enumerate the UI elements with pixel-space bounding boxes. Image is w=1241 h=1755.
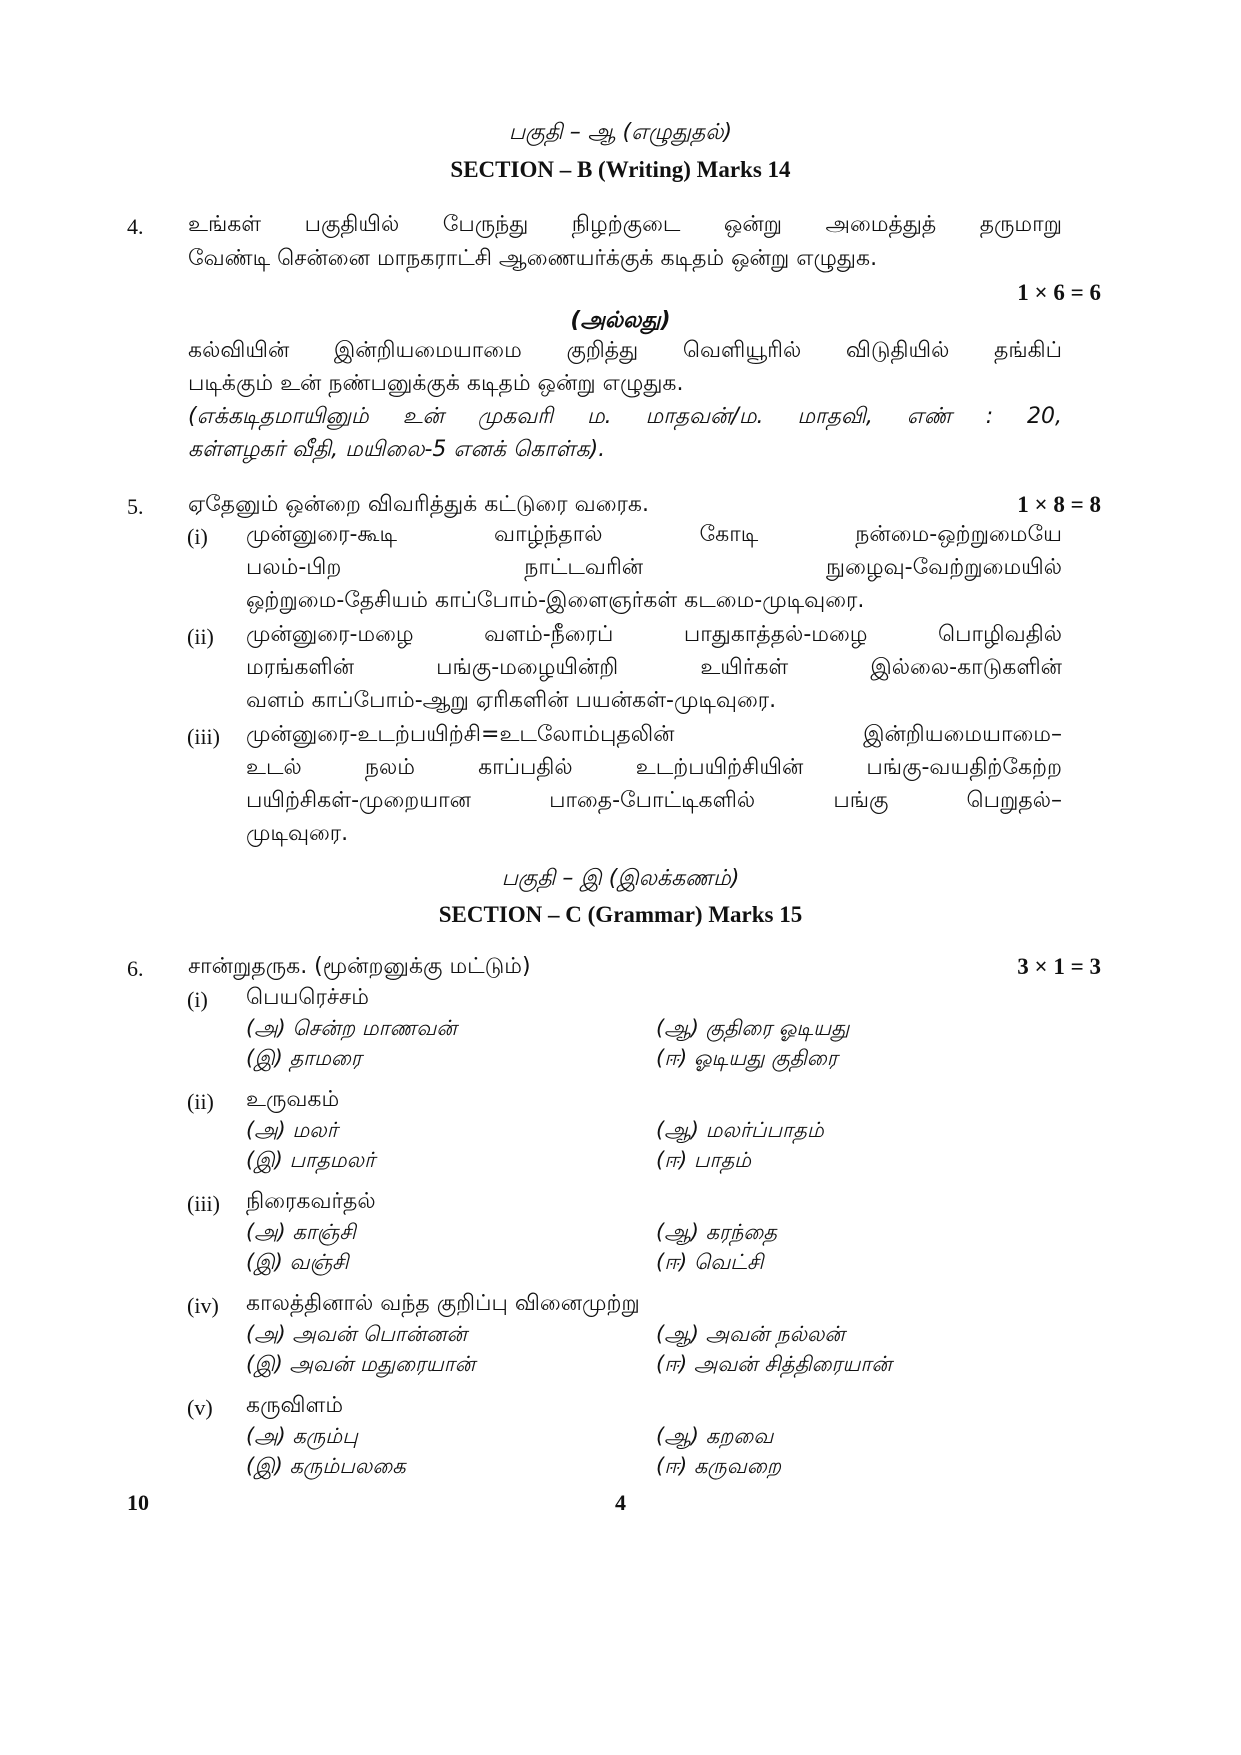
question-4-number: 4. xyxy=(127,214,144,239)
question-5-item-ii-line-1: முன்னுரை-மழை வளம்-நீரைப் பாதுகாத்தல்-மழை பொழிவதில் xyxy=(246,622,1062,647)
question-6-item-ii-option-aa: (ஆ) மலர்ப்பாதம் xyxy=(656,1118,824,1142)
question-5-marks: 1 × 8 = 8 xyxy=(1017,492,1101,517)
question-5-item-iii-line-3: பயிற்சிகள்-முறையான பாதை-போட்டிகளில் பங்கு பெறுதல்– xyxy=(246,788,1062,813)
question-5-item-i-line-1: முன்னுரை-கூடி வாழ்ந்தால் கோடி நன்மை-ஒற்றுமையே xyxy=(246,522,1062,547)
question-4-line-2: வேண்டி சென்னை மாநகராட்சி ஆணையர்க்குக் கடிதம் ஒன்று எழுதுக. xyxy=(188,246,878,271)
question-4-note-line-2: கள்ளழகர் வீதி, மயிலை-5 எனக் கொள்க). xyxy=(188,437,606,462)
question-6-item-iii-label: (iii) xyxy=(187,1191,220,1216)
question-5-item-iii-line-1: முன்னுரை-உடற்பயிற்சி=உடலோம்புதலின் இன்றியமையாமை– xyxy=(246,722,1062,747)
question-5-number: 5. xyxy=(127,494,144,519)
question-6-item-v-title: கருவிளம் xyxy=(246,1393,344,1418)
section-b-tamil-heading: பகுதி – ஆ (எழுதுதல்) xyxy=(508,120,733,145)
question-5-item-ii-line-2: மரங்களின் பங்கு-மழையின்றி உயிர்கள் இல்லை-காடுகளின் xyxy=(246,655,1062,680)
question-6-item-iii-title: நிரைகவர்தல் xyxy=(246,1189,376,1214)
question-4-marks: 1 × 6 = 6 xyxy=(1017,280,1101,305)
question-6-item-iv-option-a: (அ) அவன் பொன்னன் xyxy=(246,1322,467,1346)
question-5-item-iii-line-4: முடிவுரை. xyxy=(246,821,349,846)
question-4-alt-line-2: படிக்கும் உன் நண்பனுக்குக் கடிதம் ஒன்று எழுதுக. xyxy=(188,371,684,396)
question-5-item-ii-line-3: வளம் காப்போம்-ஆறு ஏரிகளின் பயன்கள்-முடிவுரை. xyxy=(246,688,777,713)
question-6-item-iii-option-a: (அ) காஞ்சி xyxy=(246,1220,356,1244)
question-6-item-v-option-ii: (ஈ) கருவறை xyxy=(656,1454,782,1478)
question-6-item-iii-option-aa: (ஆ) கரந்தை xyxy=(656,1220,777,1244)
question-6-item-ii-option-i: (இ) பாதமலர் xyxy=(246,1148,376,1172)
question-6-item-v-option-a: (அ) கரும்பு xyxy=(246,1424,358,1448)
question-6-item-iv-option-i: (இ) அவன் மதுரையான் xyxy=(246,1352,476,1376)
question-6-item-i-option-aa: (ஆ) குதிரை ஓடியது xyxy=(656,1016,850,1040)
question-6-item-v-option-aa: (ஆ) கறவை xyxy=(656,1424,774,1448)
question-6-marks: 3 × 1 = 3 xyxy=(1017,954,1101,979)
question-6-item-ii-option-ii: (ஈ) பாதம் xyxy=(656,1148,752,1172)
section-b-english-heading: SECTION – B (Writing) Marks 14 xyxy=(450,157,791,182)
question-6-item-iv-option-aa: (ஆ) அவன் நல்லன் xyxy=(656,1322,845,1346)
or-label: (அல்லது) xyxy=(570,308,671,333)
question-6-item-v-option-i: (இ) கரும்பலகை xyxy=(246,1454,406,1478)
question-6-item-i-option-i: (இ) தாமரை xyxy=(246,1046,362,1070)
section-c-tamil-heading: பகுதி – இ (இலக்கணம்) xyxy=(501,866,740,891)
question-6-number: 6. xyxy=(127,956,144,981)
question-6-item-ii-label: (ii) xyxy=(187,1089,214,1114)
section-c-english-heading: SECTION – C (Grammar) Marks 15 xyxy=(438,902,803,927)
question-6-item-iv-label: (iv) xyxy=(187,1293,219,1318)
question-5-item-iii-label: (iii) xyxy=(187,724,220,749)
question-6-item-iii-option-ii: (ஈ) வெட்சி xyxy=(656,1250,764,1274)
question-6-item-i-option-a: (அ) சென்ற மாணவன் xyxy=(246,1016,457,1040)
question-6-item-v-label: (v) xyxy=(187,1395,213,1420)
question-6-item-i-label: (i) xyxy=(187,987,208,1012)
question-6-item-i-title: பெயரெச்சம் xyxy=(246,985,369,1010)
question-6-prompt: சான்றுதருக. (மூன்றனுக்கு மட்டும்) xyxy=(188,954,531,979)
question-5-item-iii-line-2: உடல் நலம் காப்பதில் உடற்பயிற்சியின் பங்கு-வயதிற்கேற்ற xyxy=(246,755,1062,780)
question-5-prompt: ஏதேனும் ஒன்றை விவரித்துக் கட்டுரை வரைக. xyxy=(188,492,649,517)
question-5-item-i-label: (i) xyxy=(187,524,208,549)
question-6-item-iv-title: காலத்தினால் வந்த குறிப்பு வினைமுற்று xyxy=(246,1291,640,1316)
question-5-item-ii-label: (ii) xyxy=(187,624,214,649)
question-4-line-1: உங்கள் பகுதியில் பேருந்து நிழற்குடை ஒன்று அமைத்துத் தருமாறு xyxy=(188,212,1062,237)
question-4-note-line-1: (எக்கடிதமாயினும் உன் முகவரி ம. மாதவன்/ம. மாதவி, எண் : 20, xyxy=(188,404,1062,429)
question-6-item-i-option-ii: (ஈ) ஓடியது குதிரை xyxy=(656,1046,838,1070)
page-number: 4 xyxy=(615,1490,626,1515)
question-5-item-i-line-3: ஒற்றுமை-தேசியம் காப்போம்-இளைஞர்கள் கடமை-முடிவுரை. xyxy=(246,588,865,613)
question-4-alt-line-1: கல்வியின் இன்றியமையாமை குறித்து வெளியூரில் விடுதியில் தங்கிப் xyxy=(188,338,1062,363)
paper-code: 10 xyxy=(127,1490,149,1515)
question-6-item-iii-option-i: (இ) வஞ்சி xyxy=(246,1250,349,1274)
question-6-item-iv-option-ii: (ஈ) அவன் சித்திரையான் xyxy=(656,1352,892,1376)
question-6-item-ii-option-a: (அ) மலர் xyxy=(246,1118,338,1142)
question-5-item-i-line-2: பலம்-பிற நாட்டவரின் நுழைவு-வேற்றுமையில் xyxy=(246,555,1062,580)
question-6-item-ii-title: உருவகம் xyxy=(246,1087,340,1112)
